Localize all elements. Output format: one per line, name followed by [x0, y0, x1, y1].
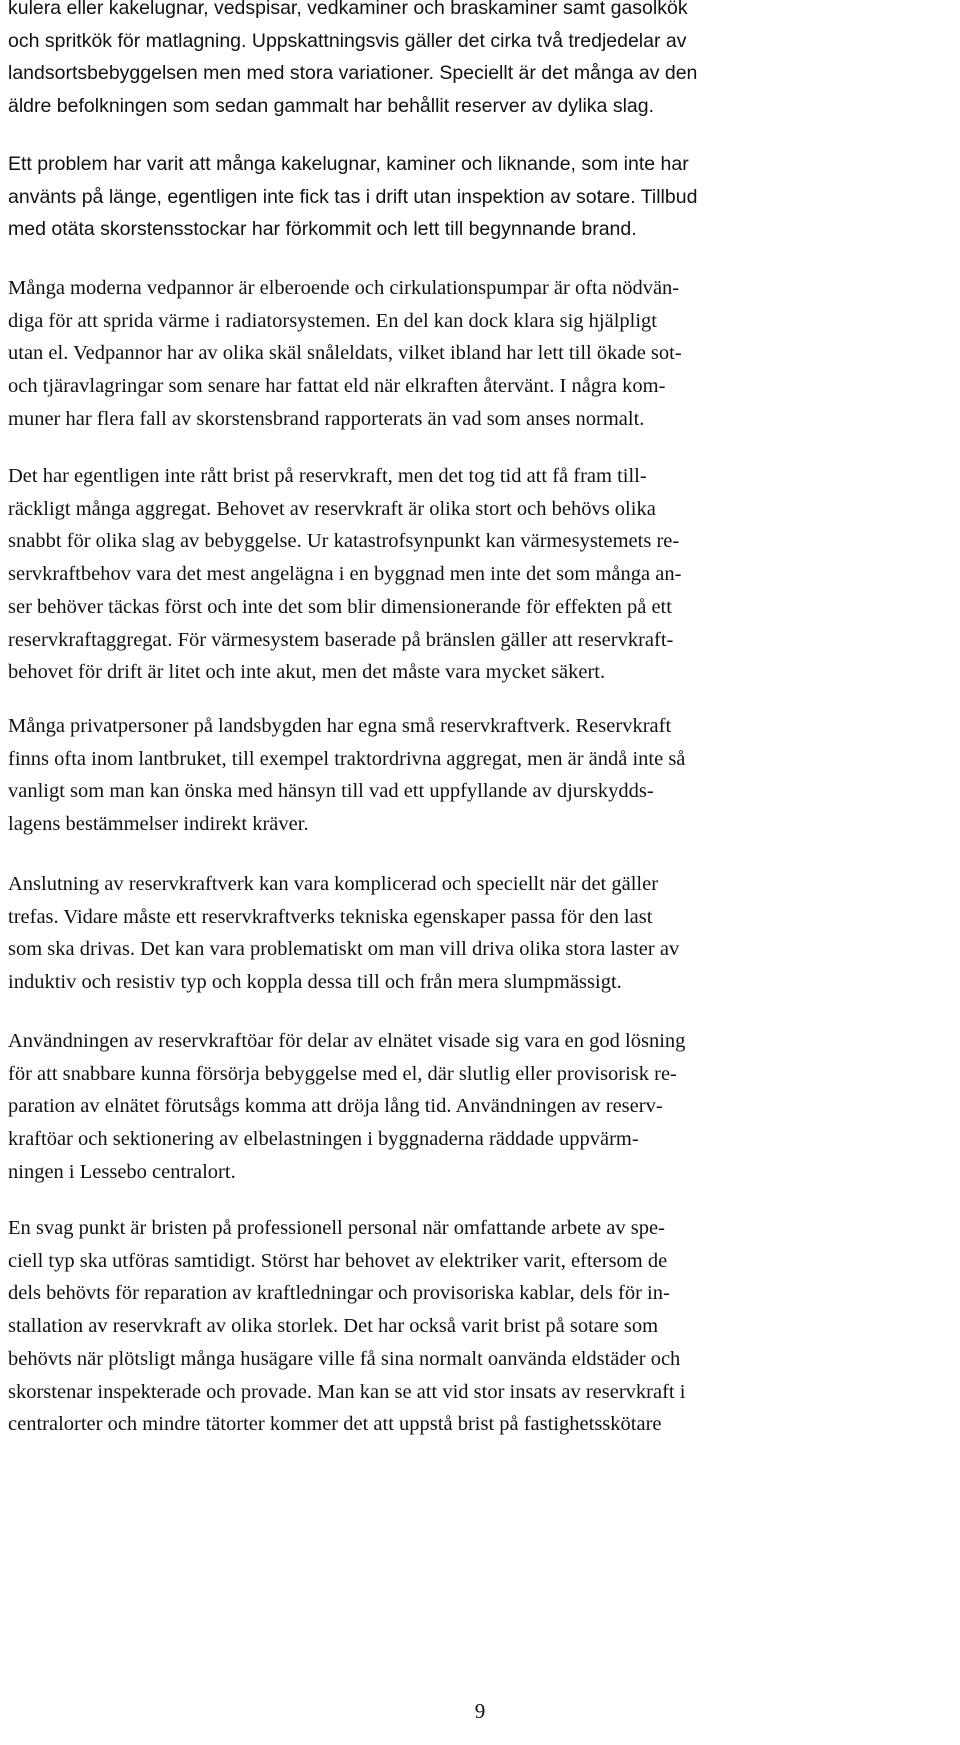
- text-line: vanligt som man kan önska med hänsyn till vad ett uppfyllande av djurskydds-: [8, 780, 654, 803]
- text-line: behovet för drift är litet och inte akut, men det måste vara mycket säkert.: [8, 661, 606, 684]
- paragraph-4: [8, 460, 681, 689]
- text-line: finns ofta inom lantbruket, till exempel traktordrivna aggregat, men är ändå inte så: [8, 747, 686, 770]
- paragraph-7: [8, 1025, 685, 1189]
- text-line: äldre befolkningen som sedan gammalt har behållit reserver av dylika slag.: [8, 95, 655, 118]
- text-line: kulera eller kakelugnar, vedspisar, vedkaminer och braskaminer samt gasolkök: [8, 0, 688, 19]
- text-line: lagens bestämmelser indirekt kräver.: [8, 813, 309, 836]
- paragraph-8: [8, 1212, 685, 1441]
- text-line: Det har egentligen inte rått brist på reservkraft, men det tog tid att få fram till-: [8, 465, 647, 487]
- text-line: Anslutning av reservkraftverk kan vara komplicerad och speciellt när det gäller: [8, 873, 659, 895]
- text-line: stallation av reservkraft av olika storlek. Det har också varit brist på sotare som: [8, 1315, 659, 1338]
- text-line: kraftöar och sektionering av elbelastningen i byggnaderna räddade uppvärm-: [8, 1128, 639, 1151]
- paragraph-1: [8, 0, 697, 123]
- text-line: skorstenar inspekterade och provade. Man kan se att vid stor insats av reservkraft i: [8, 1380, 686, 1403]
- text-line: trefas. Vidare måste ett reservkraftverks tekniska egenskaper passa för den last: [8, 905, 653, 928]
- text-line: som ska drivas. Det kan vara problematiskt om man vill driva olika stora laster av: [8, 938, 680, 961]
- text-line: Ett problem har varit att många kakelugnar, kaminer och liknande, som inte har: [8, 153, 689, 175]
- text-line: Många privatpersoner på landsbygden har egna små reservkraftverk. Reservkraft: [8, 715, 672, 737]
- text-line: ser behöver täckas först och inte det som blir dimensionerande för effekten på ett: [8, 595, 672, 618]
- paragraph-2: [8, 148, 697, 246]
- text-line: ningen i Lessebo centralort.: [8, 1160, 236, 1183]
- page-number: 9: [474, 1699, 486, 1723]
- text-line: utan el. Vedpannor har av olika skäl snåleldats, vilket ibland har lett till ökade sot-: [8, 342, 682, 365]
- text-line: En svag punkt är bristen på professionell personal när omfattande arbete av spe-: [8, 1217, 665, 1239]
- text-line: induktiv och resistiv typ och koppla dessa till och från mera slumpmässigt.: [8, 971, 622, 994]
- text-line: Många moderna vedpannor är elberoende och cirkulationspumpar är ofta nödvän-: [8, 277, 680, 299]
- text-line: ciell typ ska utföras samtidigt. Störst har behovet av elektriker varit, eftersom de: [8, 1249, 668, 1272]
- paragraph-5: [8, 710, 685, 841]
- text-line: använts på länge, egentligen inte fick tas i drift utan inspektion av sotare. Tillbud: [8, 185, 698, 208]
- text-line: och tjäravlagringar som senare har fattat eld när elkraften återvänt. I några kom-: [8, 375, 666, 398]
- text-line: paration av elnätet förutsågs komma att dröja lång tid. Användningen av reserv-: [8, 1095, 663, 1118]
- text-line: Användningen av reservkraftöar för delar av elnätet visade sig vara en god lösning: [8, 1030, 686, 1052]
- text-line: reservkraftaggregat. För värmesystem baserade på bränslen gäller att reservkraft-: [8, 628, 674, 651]
- text-line: dels behövts för reparation av kraftledningar och provisoriska kablar, dels för in-: [8, 1282, 670, 1305]
- text-line: landsortsbebyggelsen men med stora variationer. Speciellt är det många av den: [8, 62, 698, 85]
- text-line: och spritkök för matlagning. Uppskattningsvis gäller det cirka två tredjedelar av: [8, 29, 687, 52]
- text-line: muner har flera fall av skorstensbrand rapporterats än vad som anses normalt.: [8, 407, 645, 430]
- text-line: snabbt för olika slag av bebyggelse. Ur katastrofsynpunkt kan värmesystemets re-: [8, 530, 680, 553]
- text-line: servkraftbehov vara det mest angelägna i en byggnad men inte det som många an-: [8, 563, 682, 586]
- text-line: för att snabbare kunna försörja bebyggelse med el, där slutlig eller provisorisk re-: [8, 1062, 677, 1085]
- paragraph-6: [8, 868, 679, 999]
- text-line: räckligt många aggregat. Behovet av reservkraft är olika stort och behövs olika: [8, 497, 656, 520]
- text-line: med otäta skorstensstockar har förkommit och lett till begynnande brand.: [8, 218, 637, 241]
- text-line: behövts när plötsligt många husägare ville få sina normalt oanvända eldstäder och: [8, 1347, 681, 1370]
- paragraph-3: [8, 272, 682, 436]
- text-line: centralorter och mindre tätorter kommer det att uppstå brist på fastighetsskötare: [8, 1413, 662, 1436]
- text-line: diga för att sprida värme i radiatorsystemen. En del kan dock klara sig hjälpligt: [8, 309, 657, 332]
